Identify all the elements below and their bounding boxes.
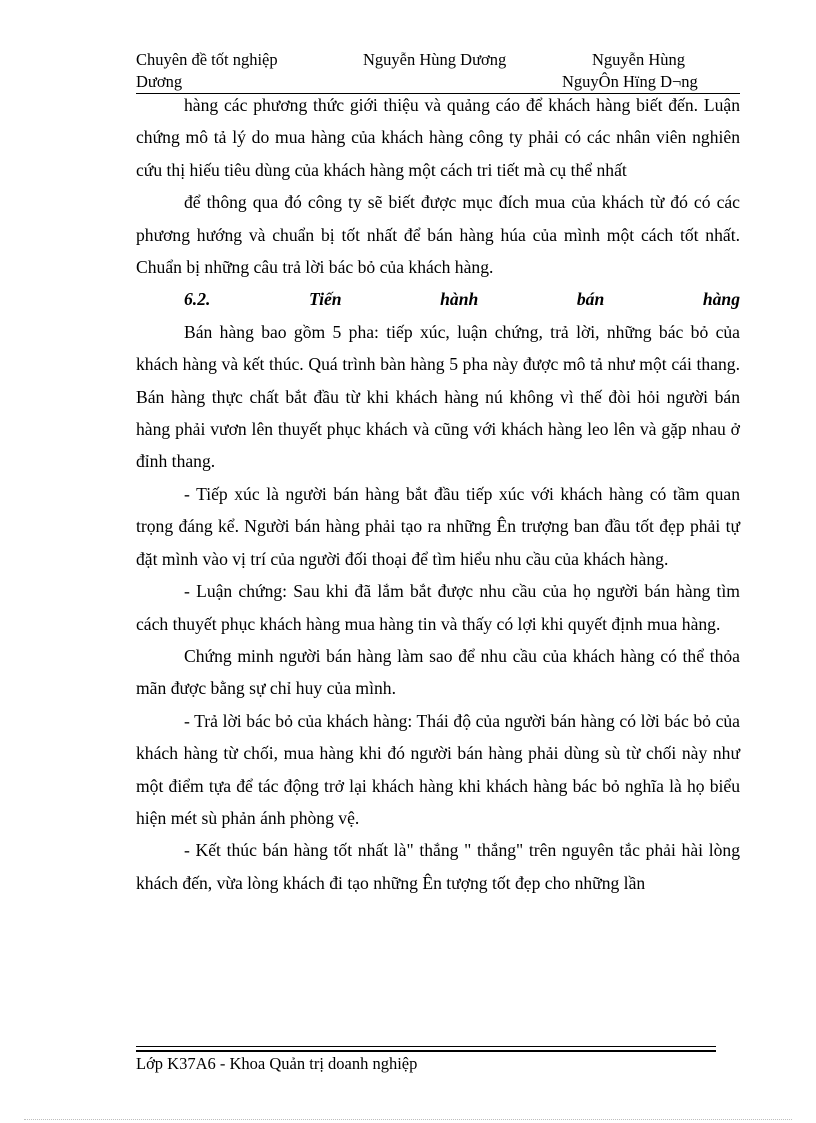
paragraph-1: hàng các phương thức giới thiệu và quảng cáo để khách hàng biết đến. Luận chứng mô tả lý do mua hàng của khách hàng công ty phải có các nhân viên nghiên cứu thị hiếu tiêu dùng của khách hàng một cách tri tiết mà cụ thể nhất: [136, 95, 740, 180]
section-word-3: bán: [576, 289, 605, 310]
running-header-line1: [136, 50, 740, 72]
paragraph-8: - Kết thúc bán hàng tốt nhất là" thắng " thắng" trên nguyên tắc phải hài lòng khách đến, vừa lòng khách đi tạo những Ên tượng tốt đẹp cho những lần: [136, 840, 740, 893]
header-author-garbled: NguyÔn Hïng D¬ng: [562, 72, 698, 91]
section-word-2: hành: [440, 289, 479, 310]
section-word-4: hàng: [702, 289, 740, 310]
running-footer: Lớp K37A6 - Khoa Quản trị doanh nghiệp: [136, 1054, 418, 1073]
paragraph-2: để thông qua đó công ty sẽ biết được mục đích mua của khách từ đó có các phương hướng và chuẩn bị tốt nhất để bán hàng húa của mình một cách tốt nhất. Chuẩn bị những câu trả lời bác bỏ của khách hàng.: [136, 192, 740, 278]
paragraph-5: - Luận chứng: Sau khi đã lắm bắt được nhu cầu của họ người bán hàng tìm cách thuyết phục khách hàng mua hàng tin và thấy có lợi khi quyết định mua hàng.: [136, 581, 740, 634]
header-author-wrap: Dương: [136, 72, 183, 91]
header-author-center: Nguyễn Hùng Dương: [363, 50, 507, 69]
header-author-right: Nguyễn Hùng: [592, 50, 686, 69]
header-thesis-label: Chuyên đề tốt nghiệp: [136, 50, 278, 69]
section-word-1: Tiến: [308, 289, 342, 310]
paragraph-6: Chứng minh người bán hàng làm sao để nhu cầu của khách hàng có thể thỏa mãn được bằng sự chỉ huy của mình.: [136, 645, 740, 699]
footer-divider-thick: [136, 1050, 716, 1052]
section-number: 6.2.: [184, 289, 211, 310]
footer-divider-thin: [136, 1046, 716, 1047]
paragraph-4: - Tiếp xúc là người bán hàng bắt đầu tiếp xúc với khách hàng có tầm quan trọng đáng kể. Người bán hàng phải tạo ra những Ên trượng ban đầu tốt đẹp phải tự đặt mình vào vị trí của người đối thoại để tìm hiểu nhu cầu của khách hàng.: [136, 483, 740, 569]
document-body: [136, 89, 740, 899]
paragraph-3: Bán hàng bao gồm 5 pha: tiếp xúc, luận chứng, trả lời, những bác bỏ của khách hàng và kết thúc. Quá trình bàn hàng 5 pha này được mô tả như một cái thang. Bán hàng thực chất bắt đầu từ khi khách hàng nú không vì thế đòi hỏi người bán hàng phải vươn lên thuyết phục khách và cũng với khách hàng leo lên và gặp nhau ở đỉnh thang.: [136, 321, 740, 472]
paragraph-7: - Trả lời bác bỏ của khách hàng: Thái độ của người bán hàng có lời bác bỏ của khách hàng từ chối, mua hàng khi đó người bán hàng phải dùng sù từ chối này như một điểm tựa để tác động trở lại khách hàng khi khách hàng bác bỏ nghĩa là họ biểu hiện mét sù phản ánh phòng vệ.: [136, 710, 740, 828]
page-bottom-edge: [24, 1119, 792, 1120]
section-heading-6-2: [136, 283, 740, 315]
